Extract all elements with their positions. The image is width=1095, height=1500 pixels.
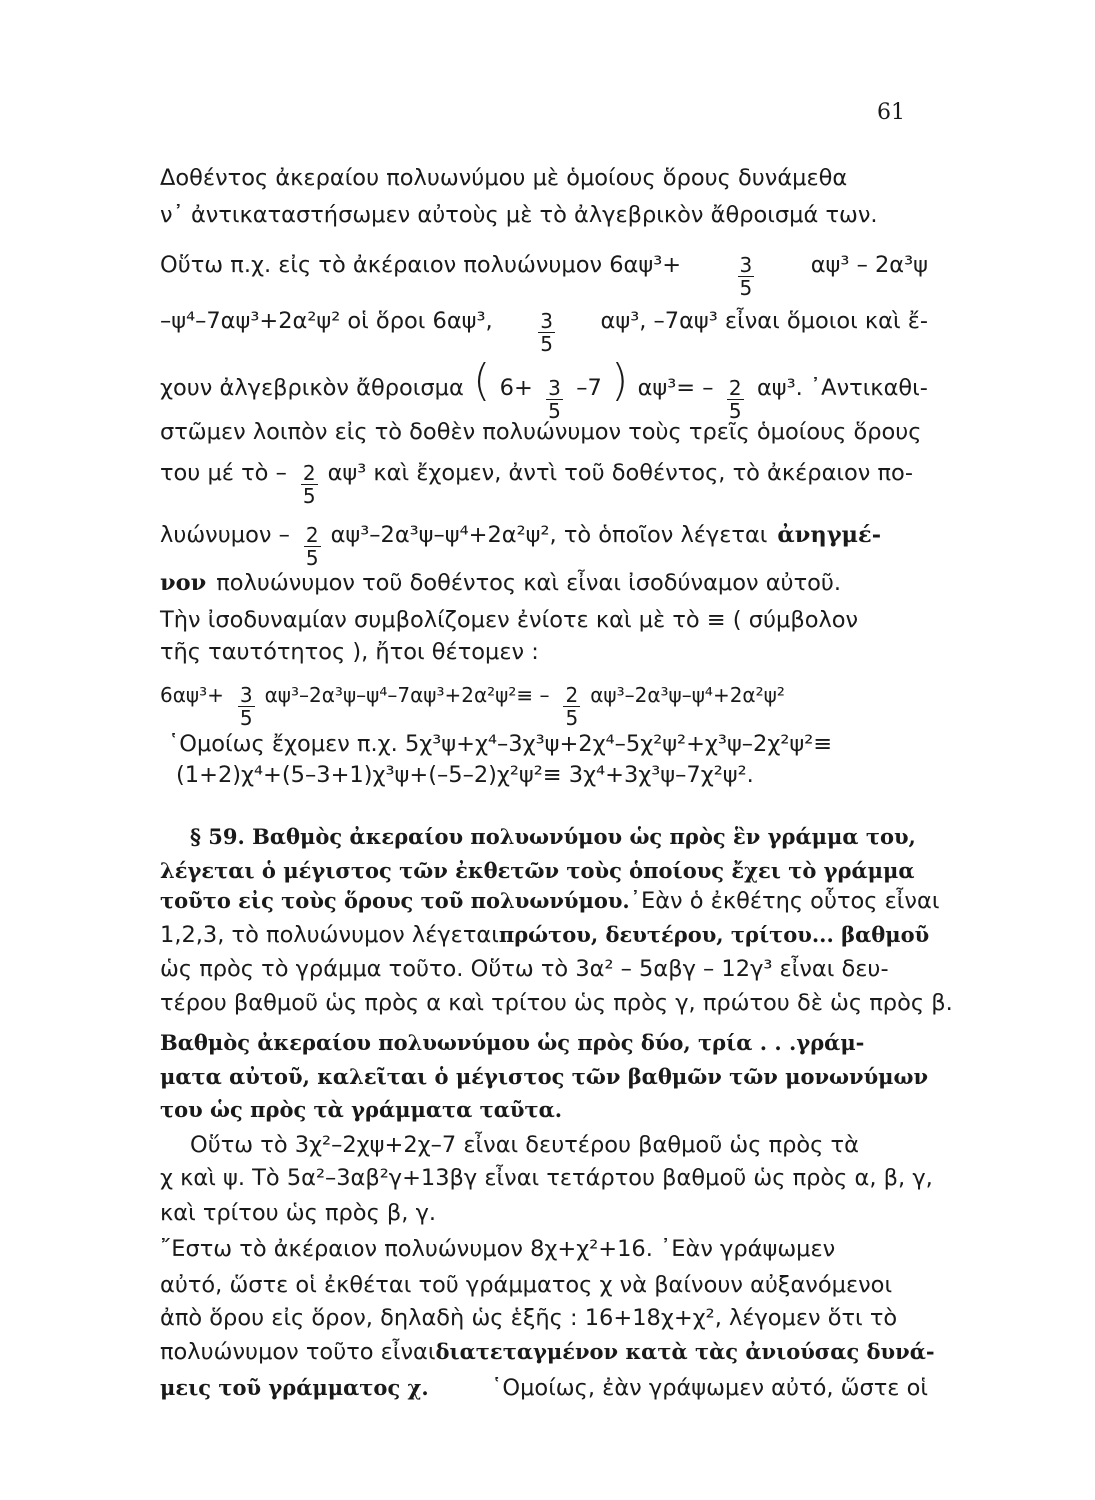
- text-span: Οὕτω π.χ. εἰς τὸ ἀκέραιον πολυώνυμον 6αψ³+: [160, 252, 682, 278]
- text-span: 6+: [499, 375, 533, 401]
- numerator: 2: [302, 461, 316, 485]
- text-line-3: [160, 250, 928, 299]
- text-span: –7: [576, 375, 602, 401]
- text-span: του μέ τὸ –: [160, 460, 287, 486]
- text-span: αψ³–2α³ψ–ψ⁴–7αψ³+2α²ψ²≡ –: [264, 683, 550, 707]
- text-line-24: Οὕτω τὸ 3χ²–2χψ+2χ–7 εἶναι δευτέρου βαθμοῦ ὡς πρὸς τὰ: [190, 1132, 859, 1158]
- fraction-3-5: [238, 684, 255, 729]
- text-line-29: ἀπὸ ὅρου εἰς ὅρον, δηλαδὴ ὡς ἑξῆς : 16+18χ+χ², λέγομεν ὅτι τὸ: [160, 1305, 898, 1331]
- text-line-28: αὐτό, ὥστε οἱ ἐκθέται τοῦ γράμματος χ νὰ βαίνουν αὐξανόμενοι: [160, 1272, 893, 1298]
- text-line-19: ὡς πρὸς τὸ γράμμα τοῦτο. Οὕτω τὸ 3α² – 5αβγ – 12γ³ εἶναι δευ-: [160, 956, 889, 982]
- text-line-2: ν᾽ ἀντικαταστήσωμεν αὐτοὺς μὲ τὸ ἀλγεβρικὸν ἄθροισμά των.: [160, 202, 878, 228]
- text-span: αψ³, –7αψ³ εἶναι ὅμοιοι καὶ ἔ-: [600, 308, 928, 334]
- denominator: 5: [239, 706, 253, 730]
- text-span: ῾Ομοίως, ἐὰν γράψωμεν αὐτό, ὥστε οἱ: [491, 1375, 928, 1401]
- text-span: αψ³. ᾽Αντικαθι-: [756, 375, 928, 401]
- text-line-8: [160, 520, 928, 569]
- text-line-17: [160, 886, 940, 916]
- page-number: 61: [877, 100, 905, 125]
- text-line-18: [160, 920, 928, 950]
- text-line-21: Βαθμὸς ἀκεραίου πολυωνύμου ὡς πρὸς δύο, τρία . . .γράμ-: [160, 1030, 865, 1055]
- fraction-2-5: [563, 684, 580, 729]
- denominator: 5: [305, 546, 319, 570]
- text-span: 6αψ³+: [160, 683, 224, 707]
- fraction-2-5: [727, 377, 744, 422]
- numerator: 2: [305, 523, 319, 547]
- bold-term: μεις τοῦ γράμματος χ.: [160, 1375, 429, 1400]
- text-span: αψ³= –: [637, 375, 714, 401]
- denominator: 5: [728, 399, 742, 423]
- bold-term: πρώτου, δευτέρου, τρίτου... βαθμοῦ: [498, 922, 930, 947]
- text-span: –ψ⁴–7αψ³+2α²ψ² οἱ ὅροι 6αψ³,: [160, 308, 493, 334]
- text-span: λυώνυμον –: [160, 522, 290, 548]
- denominator: 5: [302, 484, 316, 508]
- numerator: 2: [565, 683, 579, 707]
- text-line-4: [160, 306, 928, 355]
- bold-term: νον: [160, 570, 207, 596]
- text-line-30: [160, 1337, 935, 1367]
- section-59-heading: § 59. Βαθμὸς ἀκεραίου πολυωνύμου ὡς πρὸς ἓν γράμμα του,: [190, 824, 916, 849]
- text-line-22: ματα αὐτοῦ, καλεῖται ὁ μέγιστος τῶν βαθμῶν τῶν μονωνύμων: [160, 1064, 929, 1089]
- text-line-5: [160, 355, 928, 423]
- bold-term: τοῦτο εἰς τοὺς ὅρους τοῦ πολυωνύμου.: [160, 888, 630, 913]
- bold-term: διατεταγμένον κατὰ τὰς ἀνιούσας δυνά-: [435, 1339, 935, 1364]
- numerator: 2: [728, 376, 742, 400]
- text-line-9: [160, 568, 928, 598]
- text-line-20: τέρου βαθμοῦ ὡς πρὸς α καὶ τρίτου ὡς πρὸς γ, πρώτου δὲ ὡς πρὸς β.: [160, 990, 953, 1016]
- right-paren: ): [611, 355, 629, 406]
- fraction-3-5: [546, 377, 563, 422]
- text-line-12: [160, 680, 928, 729]
- text-line-6: στῶμεν λοιπὸν εἰς τὸ δοθὲν πολυώνυμον τοὺς τρεῖς ὁμοίους ὅρους: [160, 419, 922, 445]
- text-span: ᾽Εὰν ὁ ἐκθέτης οὗτος εἶναι: [629, 888, 940, 914]
- text-line-14: (1+2)χ⁴+(5–3+1)χ³ψ+(–5–2)χ²ψ²≡ 3χ⁴+3χ³ψ–7χ²ψ².: [176, 762, 754, 788]
- text-line-27: ῎Εστω τὸ ἀκέραιον πολυώνυμον 8χ+χ²+16. ᾽Εὰν γράψωμεν: [160, 1236, 836, 1262]
- text-line-25: χ καὶ ψ. Τὸ 5α²–3αβ²γ+13βγ εἶναι τετάρτου βαθμοῦ ὡς πρὸς α, β, γ,: [160, 1165, 933, 1191]
- text-line-11: τῆς ταυτότητος ), ἤτοι θέτομεν :: [160, 639, 539, 665]
- denominator: 5: [540, 332, 553, 356]
- numerator: 3: [540, 309, 553, 333]
- text-span: πολυώνυμον τοῦτο εἶναι: [160, 1339, 436, 1365]
- text-span: αψ³ – 2α³ψ: [810, 252, 928, 278]
- text-span: 1,2,3, τὸ πολυώνυμον λέγεται: [160, 922, 499, 948]
- numerator: 3: [548, 376, 561, 400]
- text-line-31: [160, 1373, 928, 1403]
- text-line-7: [160, 458, 928, 507]
- denominator: 5: [739, 276, 753, 300]
- left-paren: (: [473, 355, 491, 406]
- text-span: αψ³ καὶ ἔχομεν, ἀντὶ τοῦ δοθέντος, τὸ ἀκέραιον πο-: [327, 460, 913, 486]
- text-span: πολυώνυμον τοῦ δοθέντος καὶ εἶναι ἰσοδύναμον αὐτοῦ.: [216, 570, 842, 596]
- fraction-2-5: [301, 462, 318, 507]
- bold-term: ἀνηγμέ-: [777, 522, 882, 548]
- fraction-3-5: [538, 310, 555, 355]
- text-span: αψ³–2α³ψ–ψ⁴+2α²ψ²: [590, 683, 785, 707]
- text-line-16: λέγεται ὁ μέγιστος τῶν ἐκθετῶν τοὺς ὁποίους ἔχει τὸ γράμμα: [160, 858, 915, 883]
- text-line-13: ῾Ομοίως ἔχομεν π.χ. 5χ³ψ+χ⁴–3χ³ψ+2χ⁴–5χ²ψ²+χ³ψ–2χ²ψ²≡: [168, 731, 833, 757]
- text-line-26: καὶ τρίτου ὡς πρὸς β, γ.: [160, 1200, 437, 1226]
- text-span: αψ³–2α³ψ–ψ⁴+2α²ψ², τὸ ὁποῖον λέγεται: [330, 522, 768, 548]
- text-line-23: του ὡς πρὸς τὰ γράμματα ταῦτα.: [160, 1097, 563, 1122]
- text-line-10: Τὴν ἰσοδυναμίαν συμβολίζομεν ἐνίοτε καὶ μὲ τὸ ≡ ( σύμβολον: [160, 607, 859, 633]
- denominator: 5: [548, 399, 561, 423]
- text-line-1: Δοθέντος ἀκεραίου πολυωνύμου μὲ ὁμοίους ὅρους δυνάμεθα: [160, 165, 848, 191]
- text-span: χουν ἀλγεβρικὸν ἄθροισμα: [160, 375, 464, 401]
- fraction-3-5: [738, 254, 755, 299]
- numerator: 3: [239, 683, 253, 707]
- fraction-2-5: [304, 524, 321, 569]
- numerator: 3: [739, 253, 753, 277]
- denominator: 5: [565, 706, 579, 730]
